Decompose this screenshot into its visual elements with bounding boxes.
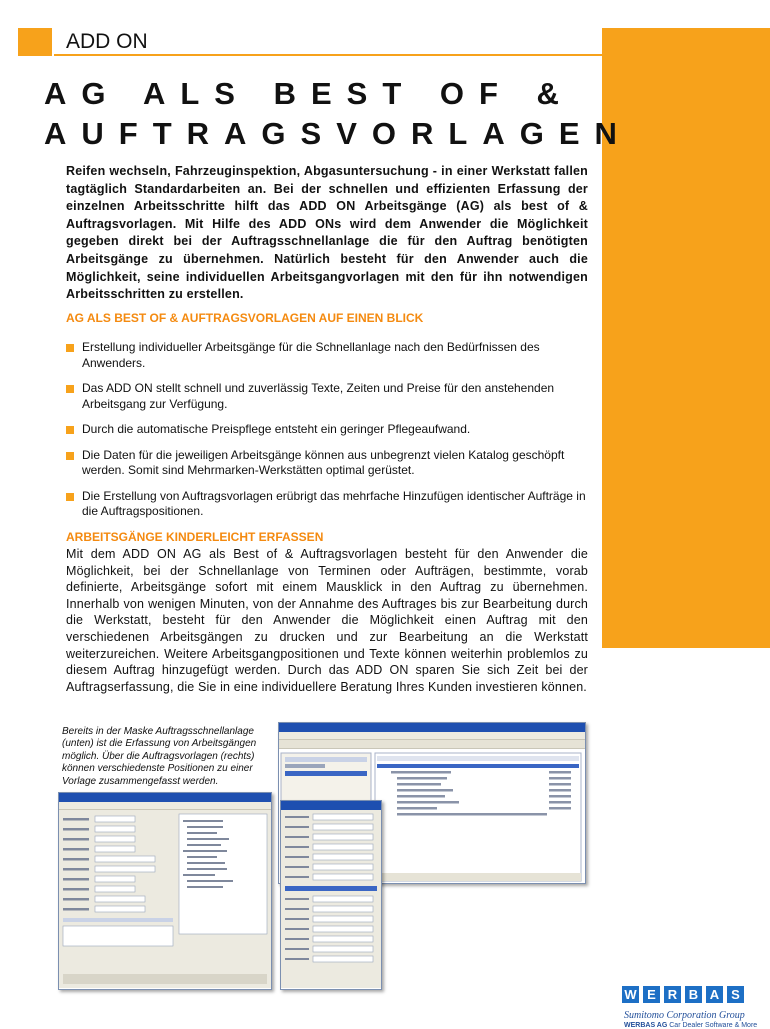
bullet-square-icon — [66, 385, 74, 393]
header-label: ADD ON — [66, 30, 148, 53]
logo-tagline: Car Dealer Software & More — [669, 1022, 758, 1029]
section-heading-overview: AG ALS BEST OF & AUFTRAGSVORLAGEN AUF EINEN BLICK — [66, 311, 424, 325]
title-line-2: AUFTRAGSVORLAGEN — [44, 116, 632, 151]
window-titlebar — [281, 801, 381, 810]
logo-letter: B — [685, 986, 702, 1003]
capture-paragraph: Mit dem ADD ON AG als Best of & Auftragsvorlagen besteht für den Anwender die Möglichkeit, bei der Schnellanlage von Terminen oder Aufträgen, bestimmte, vorab definierte, Arbeitsgänge sofort mit einem Mausklick in den Auftrag zu übernehmen. Innerhalb von wenigen Minuten, von der Annahme des Auftrages bis zur Bearbeitung durch die Werkstatt, besteht für den Anwender die Möglichkeit einen Auftrag mit den verschiedenen Arbeitsgängen zu drucken und zur Bearbeitung an die Werkstatt weiterzureichen. Weitere Arbeitsgangpositionen und Texte können weiterhin problemlos zu diesem Auftrag hinzugefügt werden. Durch das ADD ON sparen Sie sich Zeit bei der Auftragserfassung, die Sie in eine individuellere Beratung Ihres Kunden investieren können. — [66, 547, 588, 694]
logo-company-line — [624, 1022, 757, 1029]
feature-list — [66, 340, 588, 530]
logo-letter: S — [727, 986, 744, 1003]
list-item: Erstellung individueller Arbeitsgänge für die Schnellanlage nach den Bedürfnissen des Anwenders. — [66, 340, 588, 371]
page-title — [44, 74, 632, 154]
window-content — [59, 810, 271, 988]
window-menubar — [59, 802, 271, 810]
window-content — [281, 810, 381, 988]
logo-company: WERBAS AG — [624, 1022, 668, 1029]
bullet-square-icon — [66, 426, 74, 434]
header-underline — [54, 54, 602, 56]
section-heading-capture: ARBEITSGÄNGE KINDERLEICHT ERFASSEN — [66, 530, 324, 544]
window-titlebar — [279, 723, 585, 732]
list-item: Die Erstellung von Auftragsvorlagen erübrigt das mehrfache Hinzufügen identischer Aufträge in die Auftragspositionen. — [66, 489, 588, 520]
logo-subtitle: Sumitomo Corporation Group — [624, 1010, 745, 1021]
logo-letter: W — [622, 986, 639, 1003]
screenshot-dialog — [280, 800, 382, 990]
intro-paragraph: Reifen wechseln, Fahrzeuginspektion, Abgasuntersuchung - in einer Werkstatt fallen tagtäglich Standardarbeiten an. Bei der schnellen und effizienten Erfassung der einzelnen Arbeitsschritte hilft das ADD ON Arbeitsgänge (AG) als best of & Auftragsvorlagen. Mit Hilfe des ADD ONs wird dem Anwender die Möglichkeit gegeben direkt bei der Auftragsschnellanlage die für den Auftrag benötigten Arbeitsgänge zu übernehmen. Natürlich besteht für den Anwender auch die Möglichkeit, seine individuellen Arbeitsgangvorlagen mit den für ihn notwendigen Arbeitsschritten zu erstellen. — [66, 164, 588, 302]
window-toolbar — [279, 740, 585, 749]
list-item: Das ADD ON stellt schnell und zuverlässig Texte, Zeiten und Preise für den anstehenden Arbeitsgang zur Verfügung. — [66, 381, 588, 412]
bullet-square-icon — [66, 493, 74, 501]
list-item: Durch die automatische Preispflege entsteht ein geringer Pflegeaufwand. — [66, 422, 588, 438]
logo-letter: E — [643, 986, 660, 1003]
title-line-1: AG ALS BEST OF & — [44, 76, 574, 111]
window-titlebar — [59, 793, 271, 802]
list-item: Die Daten für die jeweiligen Arbeitsgänge können aus unbegrenzt vielen Katalog geschöpft werden. Somit sind Mehrmarken-Werkstätten optimal gerüstet. — [66, 448, 588, 479]
bullet-square-icon — [66, 452, 74, 460]
window-menubar — [279, 732, 585, 740]
screenshot-caption: Bereits in der Maske Auftragsschnellanlage (unten) ist die Erfassung von Arbeitsgängen möglich. Über die Auftragsvorlagen (rechts) können verschiedenste Positionen zu einer Vorlage zusammengefasst werden. — [62, 726, 257, 787]
bullet-square-icon — [66, 344, 74, 352]
logo-letter: R — [664, 986, 681, 1003]
header-accent-square — [18, 28, 52, 56]
screenshot-auftragsschnellanlage — [58, 792, 272, 990]
logo-letter: A — [706, 986, 723, 1003]
